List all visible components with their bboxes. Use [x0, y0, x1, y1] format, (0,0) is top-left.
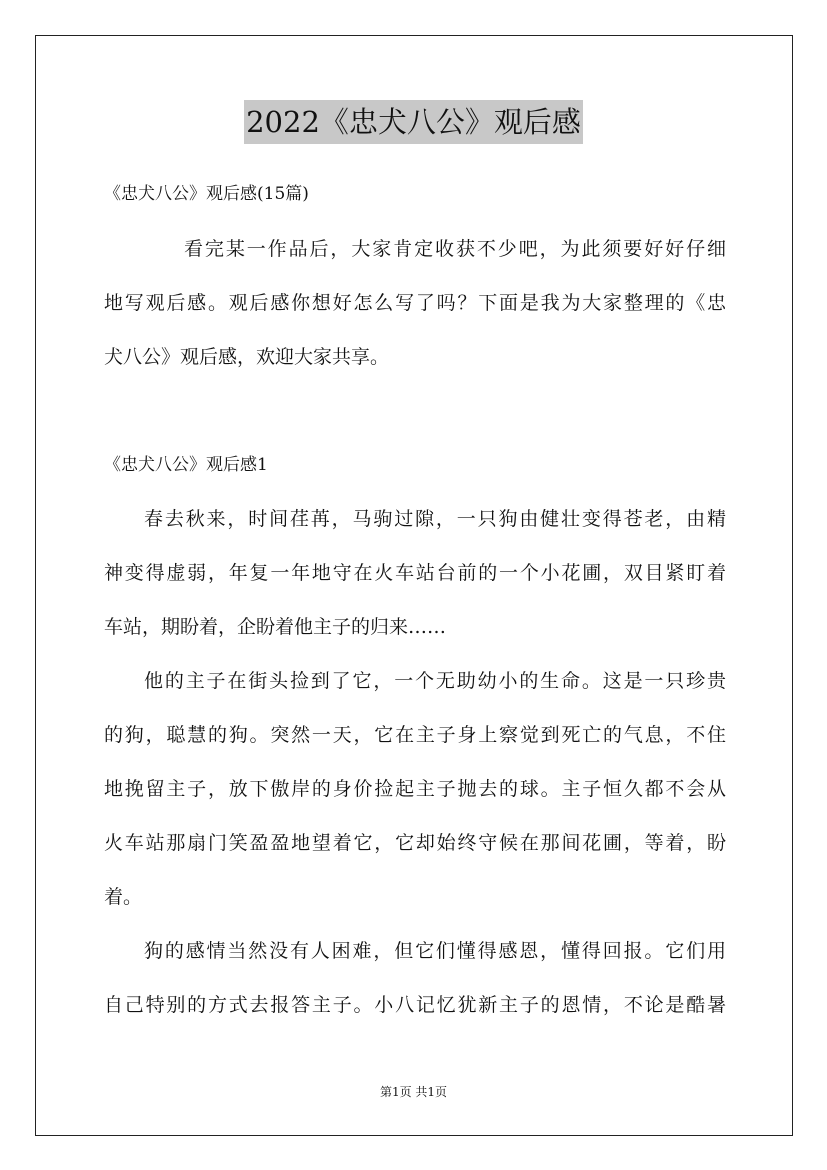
paragraph-line: 地挽留主子，放下傲岸的身价捡起主子抛去的球。主子恒久都不会从 [104, 778, 726, 800]
paragraph-line: 春去秋来，时间荏苒，马驹过隙，一只狗由健壮变得苍老，由精 [144, 508, 726, 530]
intro-line: 地写观后感。观后感你想好怎么写了吗？下面是我为大家整理的《忠 [104, 292, 726, 314]
paragraph-line: 火车站那扇门笑盈盈地望着它，它却始终守候在那间花圃，等着，盼 [104, 832, 726, 854]
paragraph-line: 的狗，聪慧的狗。突然一天，它在主子身上察觉到死亡的气息，不住 [104, 724, 726, 746]
section-heading: 《忠犬八公》观后感1 [104, 455, 268, 475]
paragraph-line: 自己特别的方式去报答主子。小八记忆犹新主子的恩情，不论是酷暑 [104, 994, 726, 1016]
intro-line: 看完某一作品后，大家肯定收获不少吧，为此须要好好仔细 [184, 238, 726, 260]
paragraph-line: 着。 [104, 886, 143, 908]
document-subtitle: 《忠犬八公》观后感(15篇) [104, 184, 309, 204]
page-number-label: 第1页 共1页 [379, 1085, 448, 1099]
page-footer [0, 1083, 827, 1101]
paragraph-line: 车站，期盼着，企盼着他主子的归来…… [104, 616, 447, 638]
document-title: 2022《忠犬八公》观后感 [244, 100, 583, 144]
paragraph-line: 他的主子在街头捡到了它，一个无助幼小的生命。这是一只珍贵 [144, 670, 726, 692]
intro-line: 犬八公》观后感，欢迎大家共享。 [104, 346, 390, 368]
paragraph-line: 狗的感情当然没有人困难，但它们懂得感恩，懂得回报。它们用 [144, 940, 726, 962]
paragraph-line: 神变得虚弱，年复一年地守在火车站台前的一个小花圃，双目紧盯着 [104, 562, 726, 584]
title-container [0, 100, 827, 144]
